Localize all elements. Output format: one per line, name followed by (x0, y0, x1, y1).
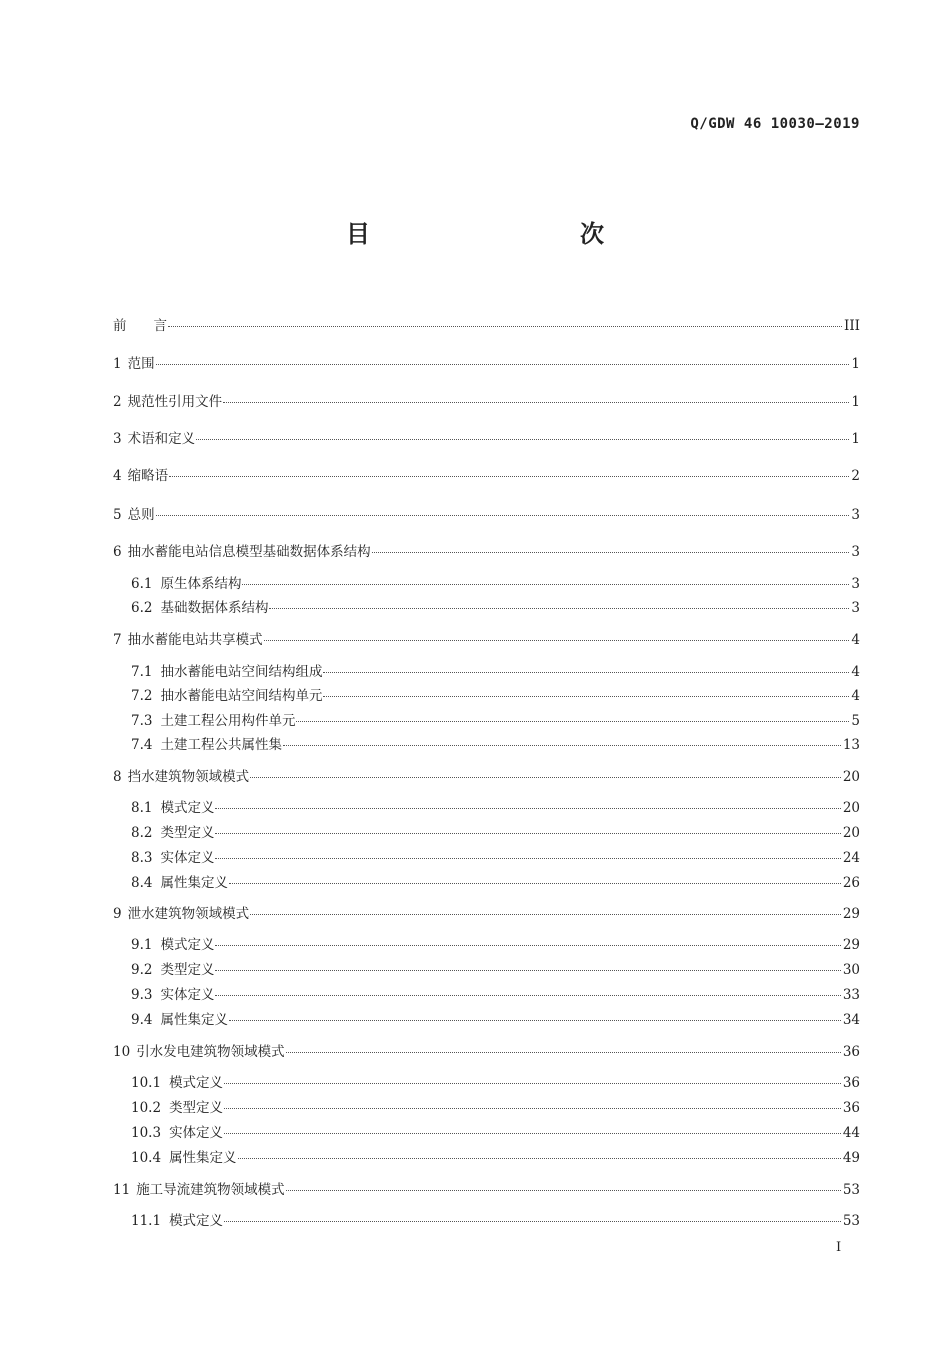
toc-entry[interactable] (131, 1211, 860, 1231)
dot-leader (286, 1189, 841, 1191)
toc-entry-number: 11 (113, 1182, 131, 1198)
toc-entry[interactable] (113, 904, 860, 924)
toc-entry[interactable] (131, 985, 860, 1005)
toc-entry-page: 4 (851, 688, 860, 704)
toc-entry-number: 4 (113, 468, 122, 484)
toc-entry-title: 实体定义 (160, 987, 215, 1003)
toc-entry-page: 26 (842, 875, 860, 891)
toc-entry-number: 7 (113, 632, 122, 648)
toc-entry-number: 7.2 (131, 688, 153, 704)
toc-entry-page: 24 (842, 850, 860, 866)
toc-entry-title: 模式定义 (160, 937, 215, 953)
dot-leader (215, 944, 840, 946)
toc-entry-number: 10 (113, 1044, 131, 1060)
dot-leader (215, 994, 840, 996)
toc-entry-page: 29 (842, 937, 860, 953)
toc-entry-title: 原生体系结构 (160, 576, 242, 592)
toc-entry-title: 抽水蓄能电站空间结构组成 (160, 664, 323, 680)
toc-entry-number: 8 (113, 769, 122, 785)
toc-entry-page: 36 (842, 1075, 860, 1091)
toc-entry-page: 53 (842, 1213, 860, 1229)
toc-entry[interactable] (131, 960, 860, 980)
toc-entry[interactable] (131, 1123, 860, 1143)
toc-entry-number: 10.2 (131, 1100, 162, 1116)
toc-entry-page: 30 (842, 962, 860, 978)
toc-entry[interactable] (113, 630, 860, 650)
toc-entry-number: 3 (113, 431, 122, 447)
toc-entry-title: 规范性引用文件 (127, 394, 223, 410)
toc-entry-page: 13 (842, 737, 860, 753)
toc-entry-page: 2 (851, 468, 860, 484)
toc-entry-page: 34 (842, 1012, 860, 1028)
dot-leader (250, 776, 841, 778)
toc-entry-page: 36 (842, 1100, 860, 1116)
toc-entry[interactable] (131, 711, 860, 731)
dot-leader (215, 807, 840, 809)
toc-entry-number: 10.3 (131, 1125, 162, 1141)
toc-entry-number: 9.1 (131, 937, 153, 953)
toc-entry-title: 挡水建筑物领域模式 (127, 769, 250, 785)
toc-entry[interactable] (131, 1010, 860, 1030)
toc-entry[interactable] (113, 1180, 860, 1200)
toc-entry-page: 29 (842, 906, 860, 922)
toc-entry-page: 36 (842, 1044, 860, 1060)
toc-entry-page: 49 (842, 1150, 860, 1166)
toc-entry-page: 4 (851, 632, 860, 648)
toc-entry-title: 属性集定义 (160, 875, 228, 891)
toc-entry-title: 模式定义 (160, 800, 215, 816)
toc-entry-number: 11.1 (131, 1213, 162, 1229)
toc-entry-number: 9 (113, 906, 122, 922)
dot-leader (323, 695, 849, 697)
toc-entry[interactable] (131, 1098, 860, 1118)
toc-entry-page: 1 (851, 431, 860, 447)
dot-leader (169, 475, 849, 477)
document-code: Q/GDW 46 10030—2019 (690, 116, 860, 132)
toc-entry[interactable] (131, 686, 860, 706)
dot-leader (296, 720, 849, 722)
toc-entry[interactable] (113, 466, 860, 486)
toc-entry-number: 10.4 (131, 1150, 162, 1166)
toc-entry-title: 术语和定义 (127, 431, 196, 447)
dot-leader (224, 1107, 841, 1109)
toc-entry-page: 44 (842, 1125, 860, 1141)
dot-leader (250, 913, 841, 915)
toc-entry-title: 类型定义 (160, 825, 215, 841)
toc-entry-number: 9.3 (131, 987, 153, 1003)
toc-entry-title: 模式定义 (169, 1213, 224, 1229)
toc-entry-page: 20 (842, 825, 860, 841)
toc-entry-title: 实体定义 (169, 1125, 224, 1141)
dot-leader (372, 551, 850, 553)
toc-entry[interactable] (113, 316, 860, 336)
toc-entry[interactable] (131, 1148, 860, 1168)
dot-leader (286, 1051, 841, 1053)
dot-leader (269, 607, 849, 609)
toc-entry-number: 8.3 (131, 850, 153, 866)
toc-entry[interactable] (113, 767, 860, 787)
toc-entry-number: 5 (113, 507, 122, 523)
toc-entry-page: 33 (842, 987, 860, 1003)
toc-entry[interactable] (131, 1073, 860, 1093)
toc-entry-title: 施工导流建筑物领域模式 (136, 1182, 285, 1198)
toc-entry-number: 1 (113, 356, 122, 372)
toc-entry-page: 1 (851, 356, 860, 372)
dot-leader (223, 401, 849, 403)
toc-entry-number: 7.1 (131, 664, 153, 680)
toc-entry-title: 泄水建筑物领域模式 (127, 906, 250, 922)
toc-entry[interactable] (131, 598, 860, 618)
toc-entry-page: 20 (842, 800, 860, 816)
dot-leader (283, 744, 841, 746)
toc-entry[interactable] (131, 935, 860, 955)
dot-leader (229, 1019, 841, 1021)
dot-leader (156, 514, 850, 516)
toc-entry-number: 8.1 (131, 800, 153, 816)
toc-entry-page: III (844, 318, 860, 334)
toc-entry-page: 3 (851, 600, 860, 616)
toc-entry-number: 10.1 (131, 1075, 162, 1091)
toc-entry-number: 7.4 (131, 737, 153, 753)
toc-entry-title: 土建工程公共属性集 (160, 737, 282, 753)
toc-entry-number: 2 (113, 394, 122, 410)
toc-entry-page: 4 (851, 664, 860, 680)
dot-leader (238, 1157, 841, 1159)
toc-entry-title: 前 言 (113, 318, 167, 334)
toc-entry[interactable] (113, 392, 860, 412)
toc-entry-number: 9.4 (131, 1012, 153, 1028)
dot-leader (215, 832, 840, 834)
toc-entry-title: 基础数据体系结构 (160, 600, 269, 616)
toc-entry-page: 3 (851, 576, 860, 592)
dot-leader (224, 1082, 841, 1084)
toc-entry-page: 20 (842, 769, 860, 785)
toc-entry[interactable] (113, 429, 860, 449)
toc-entry-title: 抽水蓄能电站共享模式 (127, 632, 263, 648)
toc-entry-number: 8.2 (131, 825, 153, 841)
toc-entry[interactable] (131, 798, 860, 818)
dot-leader (323, 671, 849, 673)
dot-leader (156, 363, 850, 365)
toc-entry-title: 范围 (127, 356, 155, 372)
toc-entry-page: 1 (851, 394, 860, 410)
dot-leader (224, 1132, 841, 1134)
toc-entry-title: 抽水蓄能电站空间结构单元 (160, 688, 323, 704)
toc-entry[interactable] (113, 542, 860, 562)
toc-entry-title: 引水发电建筑物领域模式 (136, 1044, 285, 1060)
toc-entry-title: 抽水蓄能电站信息模型基础数据体系结构 (127, 544, 371, 560)
toc-entry-number: 6.1 (131, 576, 153, 592)
dot-leader (215, 969, 840, 971)
toc-entry-title: 模式定义 (169, 1075, 224, 1091)
toc-entry[interactable] (131, 848, 860, 868)
dot-leader (215, 857, 840, 859)
toc-entry-page: 3 (851, 507, 860, 523)
toc-entry-number: 6.2 (131, 600, 153, 616)
toc-entry[interactable] (131, 574, 860, 594)
toc-entry-number: 8.4 (131, 875, 153, 891)
toc-entry-title: 类型定义 (169, 1100, 224, 1116)
toc-entry-page: 5 (851, 713, 860, 729)
dot-leader (168, 325, 842, 327)
toc-entry[interactable] (113, 505, 860, 525)
toc-entry-title: 土建工程公用构件单元 (160, 713, 296, 729)
dot-leader (264, 639, 850, 641)
toc-entry-title: 属性集定义 (169, 1150, 237, 1166)
toc-entry[interactable] (131, 735, 860, 755)
page-title: 目 次 (346, 220, 658, 248)
toc-entry[interactable] (131, 823, 860, 843)
dot-leader (224, 1220, 841, 1222)
toc-entry-title: 总则 (127, 507, 155, 523)
toc-entry-page: 3 (851, 544, 860, 560)
toc-entry[interactable] (131, 873, 860, 893)
toc-entry-number: 6 (113, 544, 122, 560)
toc-entry-page: 53 (842, 1182, 860, 1198)
toc-entry[interactable] (131, 662, 860, 682)
toc-entry-title: 实体定义 (160, 850, 215, 866)
toc-entry[interactable] (113, 354, 860, 374)
page-number: I (836, 1240, 842, 1255)
toc-entry-number: 7.3 (131, 713, 153, 729)
toc-entry-title: 属性集定义 (160, 1012, 228, 1028)
dot-leader (196, 438, 849, 440)
dot-leader (242, 583, 849, 585)
toc-entry-number: 9.2 (131, 962, 153, 978)
toc-entry[interactable] (113, 1042, 860, 1062)
dot-leader (229, 882, 841, 884)
toc-entry-title: 缩略语 (127, 468, 169, 484)
toc-entry-title: 类型定义 (160, 962, 215, 978)
